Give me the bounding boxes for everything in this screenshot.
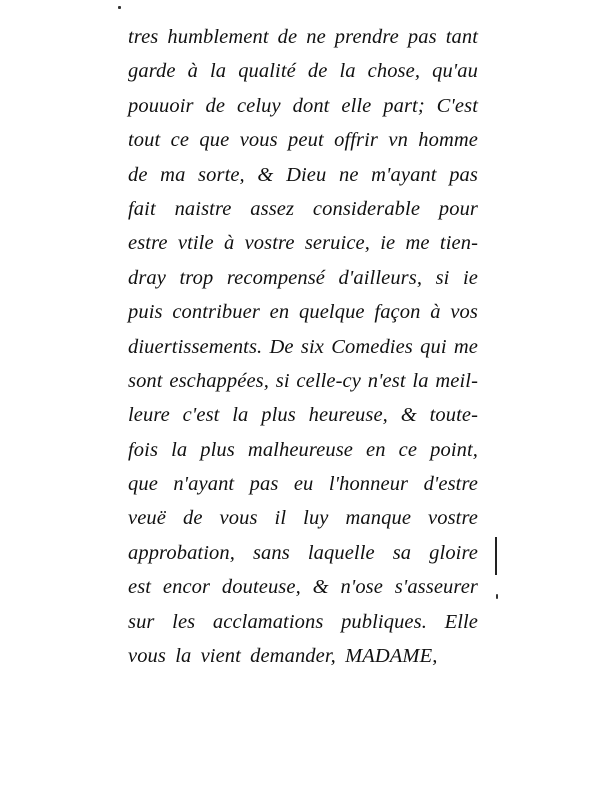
page-edge-mark xyxy=(495,537,497,575)
text-line-1: tres humblement de ne prendre pas tant xyxy=(128,26,478,48)
text-line-10: diuertissements. De six Comedies qui me xyxy=(128,335,478,358)
text-line-15: veuë de vous il luy manque vostre xyxy=(128,507,478,530)
text-line-6: fait naistre assez considerable pour xyxy=(128,197,478,220)
text-line-3: pouuoir de celuy dont elle part; C'est xyxy=(128,94,478,117)
text-line-12: leure c'est la plus heureuse, & toute- xyxy=(128,404,478,427)
text-line-2: garde à la qualité de la chose, qu'au xyxy=(128,60,478,83)
text-line-18: sur les acclamations publiques. Elle xyxy=(128,610,478,633)
print-speck xyxy=(118,6,121,9)
text-line-5: de ma sorte, & Dieu ne m'ayant pas xyxy=(128,163,478,186)
page-edge-speck xyxy=(496,594,498,599)
text-line-14: que n'ayant pas eu l'honneur d'estre xyxy=(128,473,478,496)
text-line-7: estre vtile à vostre seruice, ie me tien- xyxy=(128,232,478,255)
text-line-17: est encor douteuse, & n'ose s'asseurer xyxy=(128,576,478,599)
text-line-16: approbation, sans laquelle sa gloire xyxy=(128,541,478,564)
page-text xyxy=(128,20,478,673)
text-line-13: fois la plus malheureuse en ce point, xyxy=(128,438,478,461)
text-line-11: sont eschappées, si celle-cy n'est la meil- xyxy=(128,369,478,392)
text-line-19: vous la vient demander, MADAME, xyxy=(128,645,438,668)
text-line-8: dray trop recompensé d'ailleurs, si ie xyxy=(128,266,478,289)
text-line-9: puis contribuer en quelque façon à vos xyxy=(128,301,478,324)
text-line-4: tout ce que vous peut offrir vn homme xyxy=(128,129,478,152)
